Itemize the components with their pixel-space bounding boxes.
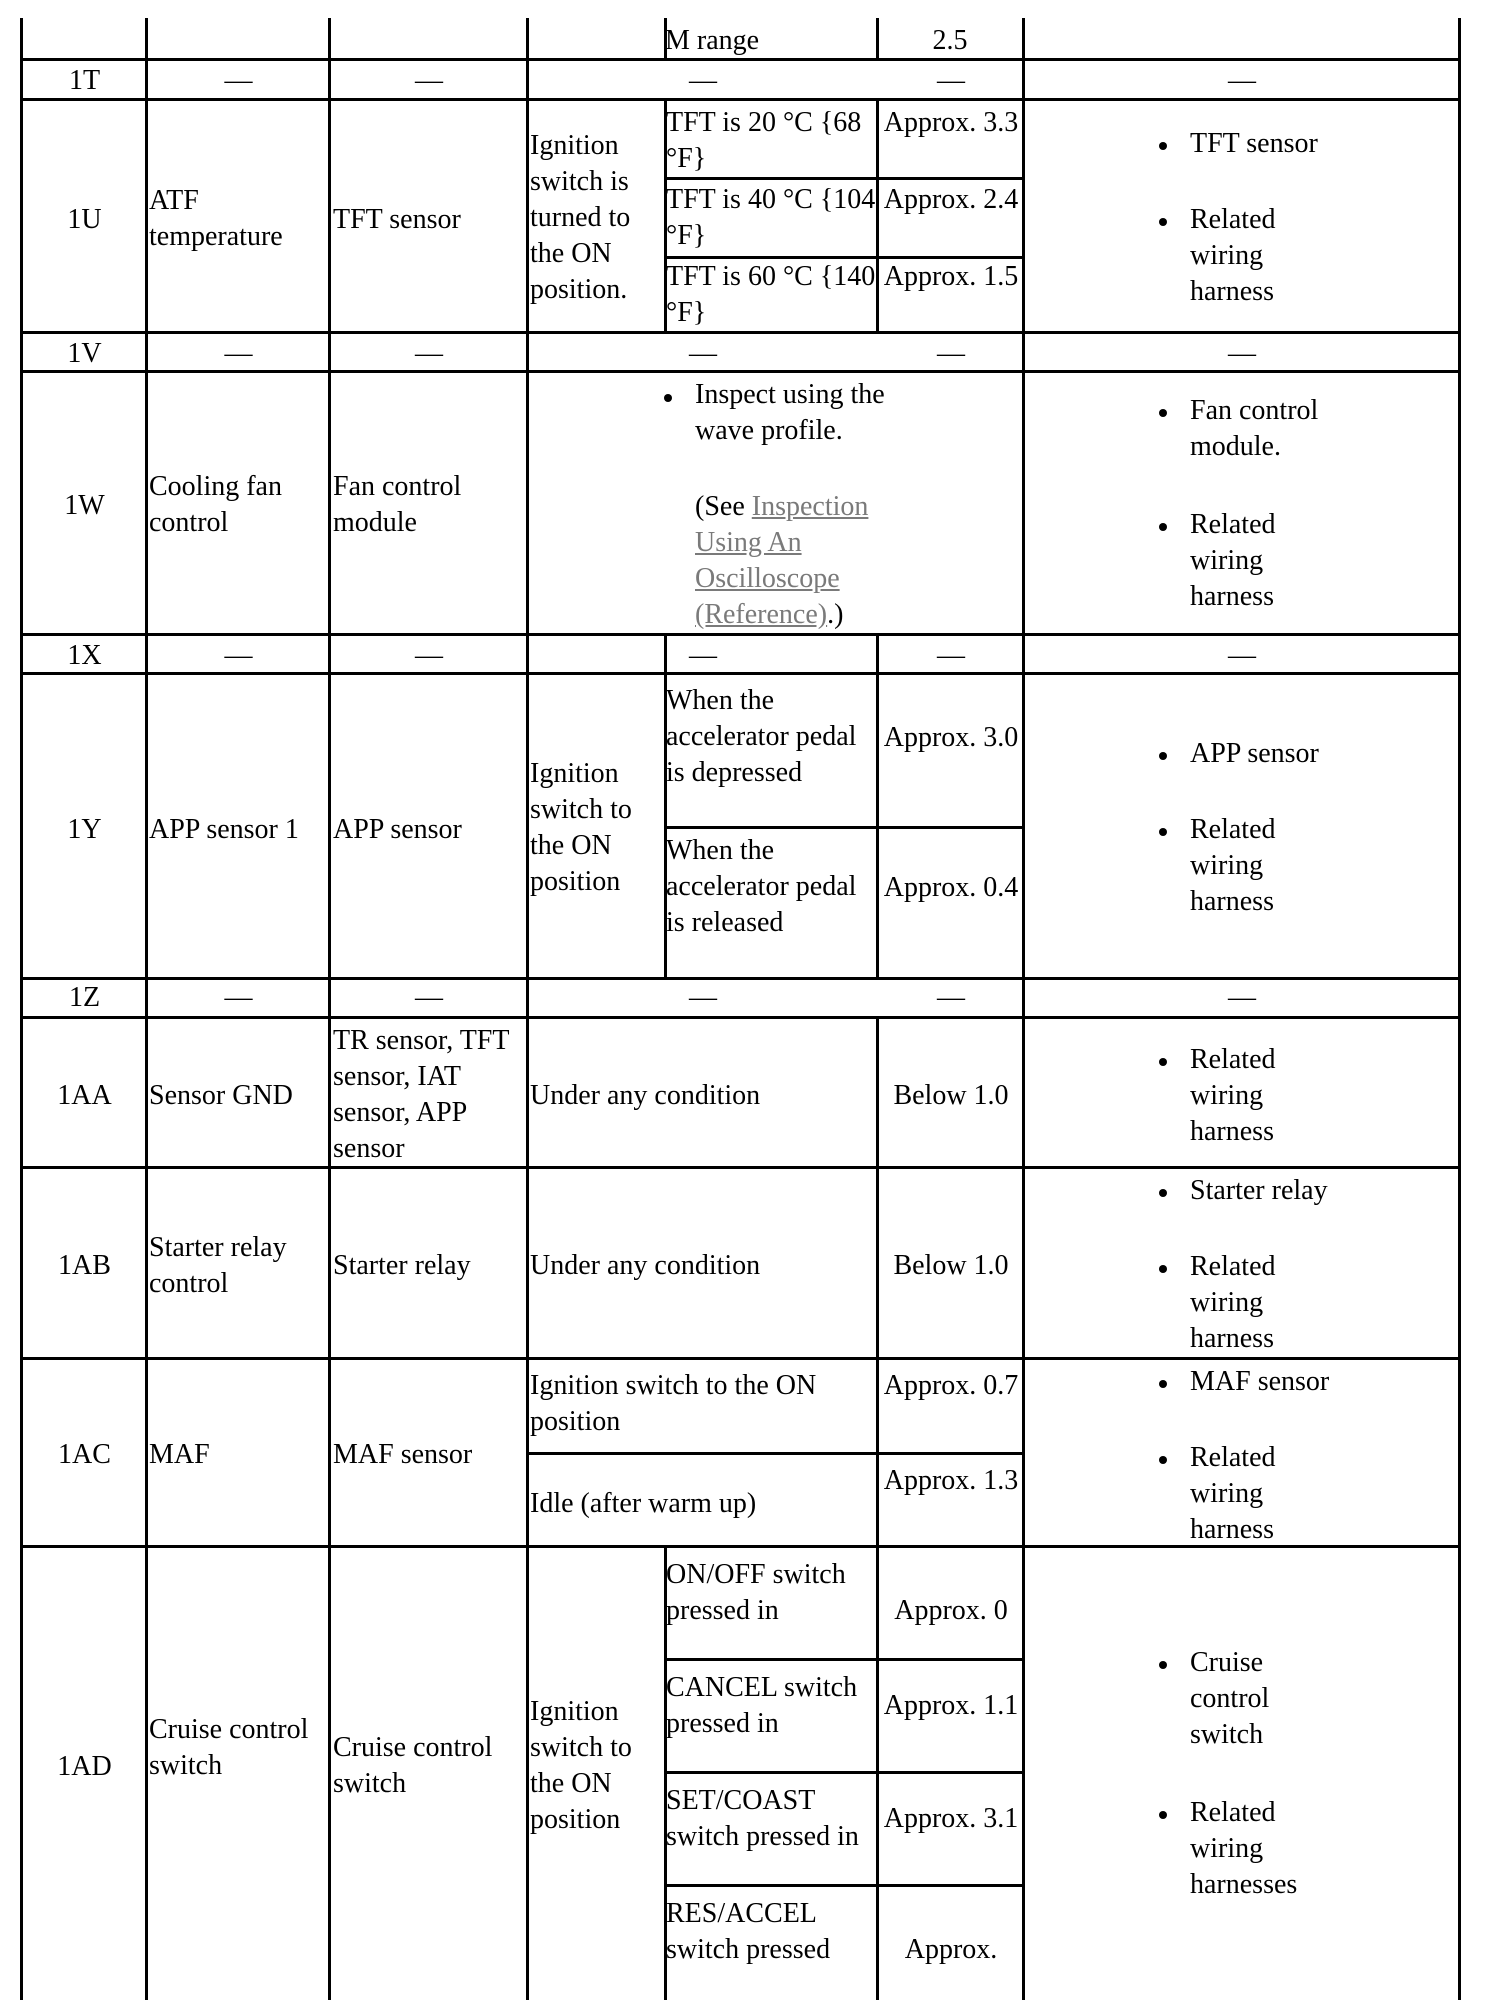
sub-condition: CANCEL switch pressed in [666,1672,858,1739]
row-rule [664,1771,1022,1774]
row-rule [20,331,1461,334]
row-rule [20,633,1461,636]
voltage-value: Approx. 1.3 [883,1465,1019,1496]
voltage-value: Approx. 1.5 [883,261,1019,292]
inspection-item: Related wiring harness [1190,1044,1276,1147]
terminal-id: 1T [68,65,101,96]
inspection-item: Related wiring harnesses [1190,1797,1298,1900]
connected-to: APP sensor [333,814,462,845]
bullet-dot [1159,752,1167,760]
dash-cell: — [415,982,443,1013]
sub-condition: TFT is 40 °C {104 °F} [666,184,876,251]
connected-to: Fan control module [333,471,462,538]
bullet-dot [1159,1265,1167,1273]
bullet-dot [1159,218,1167,226]
inspection-item: MAF sensor [1190,1366,1330,1397]
terminal-id: 1Y [67,814,102,845]
sub-condition: Idle (after warm up) [530,1488,757,1519]
terminal-id: 1U [67,204,102,235]
test-condition: Ignition switch to the ON position [530,758,632,897]
row-rule [20,1357,1461,1360]
terminal-id: 1AD [57,1751,112,1782]
dash-cell: — [224,982,253,1013]
test-condition: Under any condition [530,1080,761,1111]
bullet-dot [1159,1380,1167,1388]
terminal-name: ATF temperature [149,185,283,252]
dash-cell: — [937,338,965,369]
bullet-dot [664,394,672,402]
terminal-name: MAF [149,1439,210,1470]
condition-reference [695,489,885,633]
voltage-value: Below 1.0 [893,1250,1009,1281]
sub-condition: Ignition switch to the ON position [530,1370,817,1437]
terminal-id: 1V [67,338,102,369]
bullet-dot [1159,1189,1167,1197]
test-condition: Under any condition [530,1250,761,1281]
row-rule [664,1658,1022,1661]
dash-cell: — [937,65,965,96]
bullet-dot [1159,1811,1167,1819]
row-rule [20,1016,1461,1019]
sub-condition: ON/OFF switch pressed in [666,1559,846,1626]
terminal-name: Cruise control switch [149,1714,309,1781]
inspection-item: Related wiring harness [1190,204,1276,307]
voltage-value: Approx. 0 [894,1595,1008,1626]
bullet-dot [1159,1661,1167,1669]
terminal-name: Starter relay control [149,1232,287,1299]
dash-cell: — [1228,338,1256,369]
row-rule [664,1884,1022,1887]
bullet-dot [1159,828,1167,836]
dash-cell: — [415,65,443,96]
dash-cell: — [224,65,253,96]
inspection-item: TFT sensor [1190,128,1318,159]
inspection-item: Fan control module. [1190,395,1319,462]
voltage-value: Approx. 1.1 [883,1690,1019,1721]
sub-condition: SET/COAST switch pressed in [666,1785,859,1852]
dash-cell: — [1228,640,1256,671]
dash-cell: — [415,640,443,671]
dash-cell: — [224,640,253,671]
dash-cell: — [1228,982,1256,1013]
inspection-item: APP sensor [1190,738,1319,769]
connected-to: TFT sensor [333,204,461,235]
voltage-value: Below 1.0 [893,1080,1009,1111]
connected-to: Starter relay [333,1250,471,1281]
inspection-item: Related wiring harness [1190,814,1276,917]
row-rule [664,177,1022,180]
terminal-name: Cooling fan control [149,471,282,538]
column-rule [876,100,879,331]
terminal-id: 1AA [57,1080,112,1111]
inspection-item: Starter relay [1190,1175,1328,1206]
column-rule [876,672,879,977]
sub-condition: RES/ACCEL switch pressed [666,1898,831,1965]
inspection-item: Related wiring harness [1190,1251,1276,1354]
terminal-id: 1W [64,490,105,521]
dash-cell: — [1228,65,1256,96]
voltage-value: 2.5 [932,25,968,56]
test-condition: Ignition switch is turned to the ON position. [530,130,631,305]
dash-cell: — [689,640,717,671]
dash-cell: — [689,982,717,1013]
terminal-name: Sensor GND [149,1080,293,1111]
terminal-id: 1AB [58,1250,111,1281]
row-rule [664,826,1022,829]
terminal-id: 1Z [68,982,101,1013]
sub-condition: TFT is 20 °C {68 °F} [666,107,862,174]
test-condition: Ignition switch to the ON position [530,1696,632,1835]
condition-text: Inspect using the wave profile. [695,379,885,446]
dash-cell: — [224,338,253,369]
terminal-name: APP sensor 1 [149,814,299,845]
see-text: (See [695,491,752,522]
inspection-item: Related wiring harness [1190,1442,1276,1545]
column-rule [876,1357,879,1545]
dash-cell: — [689,65,717,96]
bullet-dot [1159,142,1167,150]
voltage-value: Approx. [904,1934,998,1965]
row-rule [526,1452,1022,1455]
voltage-value: Approx. 2.4 [883,184,1019,215]
sub-condition: When the accelerator pedal is depressed [666,685,857,788]
bullet-dot [1159,1456,1167,1464]
bullet-dot [1159,1058,1167,1066]
sub-condition: TFT is 60 °C {140 °F} [666,261,876,328]
voltage-value: Approx. 3.0 [883,722,1019,753]
connected-to: Cruise control switch [333,1732,493,1799]
connected-to: MAF sensor [333,1439,473,1470]
dash-cell: — [937,982,965,1013]
dash-cell: — [689,338,717,369]
inspection-item: Related wiring harness [1190,509,1276,612]
see-end-text: .) [827,599,844,630]
voltage-value: Approx. 3.3 [883,107,1019,138]
connected-to: TR sensor, TFT sensor, IAT sensor, APP sensor [333,1025,509,1164]
bullet-dot [1159,523,1167,531]
voltage-value: Approx. 3.1 [883,1803,1019,1834]
voltage-value: Approx. 0.7 [883,1370,1019,1401]
dash-cell: — [937,640,965,671]
sub-condition: M range [665,25,760,56]
column-rule [876,18,879,58]
sub-condition: When the accelerator pedal is released [666,835,857,938]
dash-cell: — [415,338,443,369]
voltage-value: Approx. 0.4 [883,872,1019,903]
terminal-id: 1AC [58,1439,111,1470]
terminal-id: 1X [67,640,102,671]
inspection-link[interactable]: Inspection Using An Oscilloscope (Reference) [695,491,869,630]
row-rule [20,1166,1461,1169]
bullet-dot [1159,409,1167,417]
inspection-item: Cruise control switch [1190,1647,1270,1750]
